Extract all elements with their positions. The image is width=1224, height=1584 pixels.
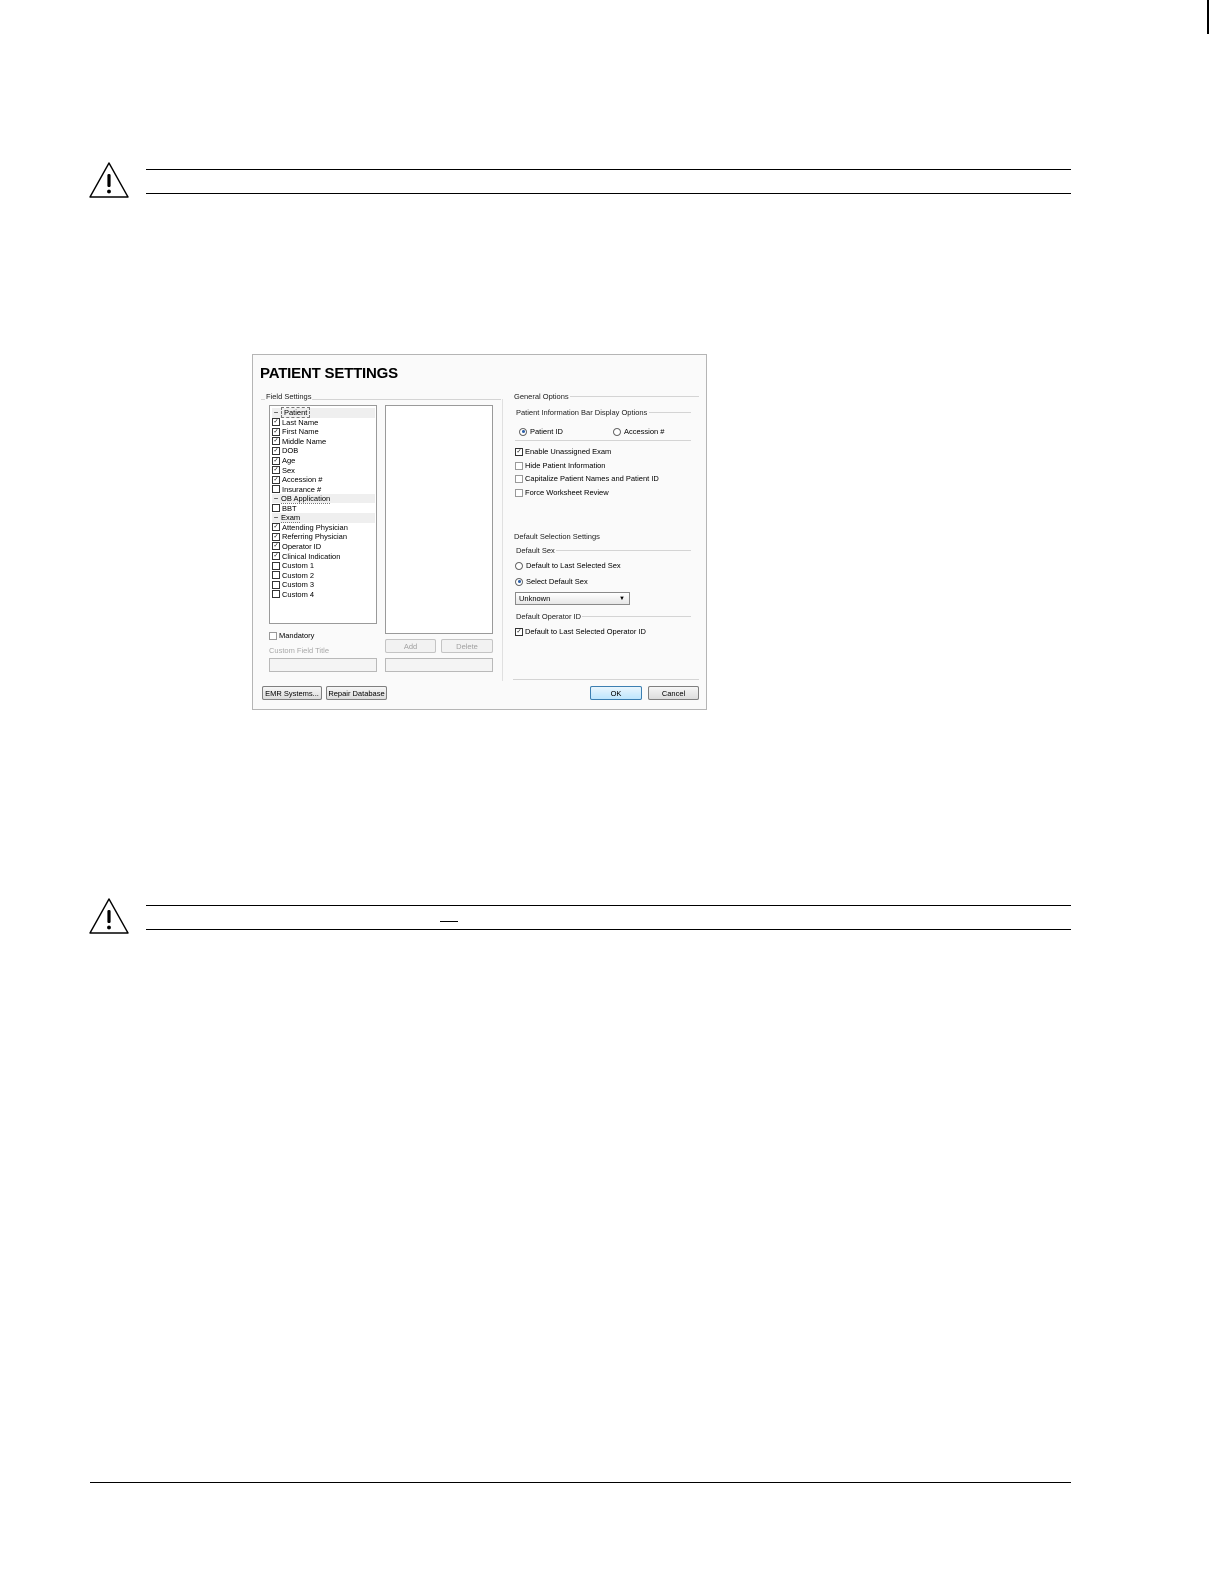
info-bar-bottom-rule bbox=[515, 440, 691, 441]
checkmark-icon[interactable]: ✓ bbox=[273, 476, 279, 483]
checkmark-icon[interactable]: ✓ bbox=[273, 457, 279, 464]
tree-item-label: Custom 1 bbox=[282, 561, 315, 571]
checkmark-icon[interactable]: ✓ bbox=[273, 524, 279, 531]
tree-item[interactable] bbox=[272, 561, 375, 571]
checkmark-icon[interactable]: ✓ bbox=[273, 428, 279, 435]
repair-database-button[interactable]: Repair Database bbox=[326, 686, 387, 700]
warning-dash bbox=[440, 921, 458, 922]
default-sex-label: Default Sex bbox=[516, 546, 555, 555]
field-tree[interactable] bbox=[269, 405, 377, 624]
emr-systems-button[interactable]: EMR Systems... bbox=[262, 686, 322, 700]
tree-item-label: Last Name bbox=[282, 417, 319, 427]
checkmark-icon[interactable]: ✓ bbox=[273, 419, 279, 426]
tree-item-label: Attending Physician bbox=[282, 522, 348, 532]
general-options-label: General Options bbox=[514, 392, 569, 401]
checkbox-icon[interactable] bbox=[272, 504, 280, 512]
warning-top-rule bbox=[146, 905, 1071, 906]
tree-item[interactable] bbox=[272, 580, 375, 590]
dropdown-arrow-icon: ▼ bbox=[619, 596, 625, 602]
checkbox-icon bbox=[515, 462, 523, 470]
last-operator-checkbox[interactable] bbox=[515, 627, 646, 636]
mandatory-checkbox[interactable] bbox=[269, 631, 314, 640]
checkmark-icon[interactable]: ✓ bbox=[273, 533, 279, 540]
tree-item-label: Custom 2 bbox=[282, 570, 315, 580]
radio-selected-icon bbox=[519, 428, 527, 436]
info-bar-rule bbox=[649, 412, 691, 413]
warning-icon bbox=[88, 897, 130, 935]
capitalize-checkbox[interactable] bbox=[515, 474, 659, 483]
checkbox-icon bbox=[269, 632, 277, 640]
patient-settings-dialog bbox=[252, 354, 707, 710]
warning-bottom-rule bbox=[146, 193, 1071, 194]
enable-unassigned-label: Enable Unassigned Exam bbox=[525, 447, 612, 456]
checkbox-icon[interactable] bbox=[272, 581, 280, 589]
tree-item[interactable] bbox=[272, 437, 375, 447]
warning-bottom-rule bbox=[146, 929, 1071, 930]
tree-item[interactable] bbox=[272, 484, 375, 494]
page-footer-rule bbox=[90, 1482, 1071, 1483]
tree-item[interactable] bbox=[272, 475, 375, 485]
tree-item[interactable] bbox=[272, 589, 375, 599]
tree-item-label: Custom 4 bbox=[282, 589, 315, 599]
custom-field-title-input[interactable] bbox=[269, 658, 377, 672]
patient-id-radio[interactable] bbox=[519, 427, 563, 436]
capitalize-label: Capitalize Patient Names and Patient ID bbox=[525, 474, 659, 483]
top-right-rule bbox=[1207, 0, 1209, 34]
tree-item[interactable] bbox=[272, 532, 375, 542]
footer-rule bbox=[513, 679, 699, 680]
tree-item[interactable] bbox=[272, 418, 375, 428]
default-operator-rule bbox=[581, 616, 691, 617]
tree-item[interactable] bbox=[272, 551, 375, 561]
force-worksheet-checkbox[interactable] bbox=[515, 488, 609, 497]
column-separator bbox=[502, 399, 503, 681]
checkbox-icon bbox=[515, 475, 523, 483]
collapse-icon[interactable]: − bbox=[273, 512, 279, 522]
radio-icon bbox=[515, 562, 523, 570]
tree-item[interactable] bbox=[272, 570, 375, 580]
select-default-sex-radio[interactable] bbox=[515, 577, 588, 586]
warning-icon bbox=[88, 161, 130, 199]
cancel-button[interactable]: Cancel bbox=[648, 686, 699, 700]
checkbox-icon bbox=[515, 489, 523, 497]
tree-item-label: DOB bbox=[282, 446, 299, 456]
delete-button[interactable]: Delete bbox=[441, 639, 493, 653]
checkmark-icon[interactable]: ✓ bbox=[273, 543, 279, 550]
ok-button[interactable]: OK bbox=[590, 686, 642, 700]
last-operator-label: Default to Last Selected Operator ID bbox=[525, 627, 646, 636]
checkbox-icon[interactable] bbox=[272, 590, 280, 598]
tree-item[interactable] bbox=[272, 542, 375, 552]
force-worksheet-label: Force Worksheet Review bbox=[525, 488, 609, 497]
checkmark-icon: ✓ bbox=[516, 628, 522, 635]
radio-selected-icon bbox=[515, 578, 523, 586]
select-default-sex-label: Select Default Sex bbox=[526, 577, 588, 586]
tree-item-label: Operator ID bbox=[282, 541, 322, 551]
tree-item[interactable] bbox=[272, 427, 375, 437]
checkmark-icon[interactable]: ✓ bbox=[273, 447, 279, 454]
tree-item-label: Insurance # bbox=[282, 484, 322, 494]
tree-item-label: Referring Physician bbox=[282, 532, 348, 542]
checkmark-icon[interactable]: ✓ bbox=[273, 553, 279, 559]
tree-item-label: Middle Name bbox=[282, 436, 327, 446]
tree-item[interactable] bbox=[272, 446, 375, 456]
warning-top-rule bbox=[146, 169, 1071, 170]
tree-item-label: Exam bbox=[281, 512, 301, 522]
tree-item-label: OB Application bbox=[281, 493, 331, 503]
tree-section[interactable] bbox=[272, 513, 375, 523]
checkbox-icon[interactable] bbox=[272, 562, 280, 570]
tree-item[interactable] bbox=[272, 523, 375, 533]
enable-unassigned-checkbox[interactable] bbox=[515, 447, 611, 456]
collapse-icon[interactable]: − bbox=[273, 493, 279, 503]
radio-icon bbox=[613, 428, 621, 436]
custom-field-title-label: Custom Field Title bbox=[269, 646, 330, 655]
default-sex-value: Unknown bbox=[519, 594, 551, 603]
field-settings-label: Field Settings bbox=[266, 392, 312, 401]
accession-label: Accession # bbox=[624, 427, 665, 436]
tree-item[interactable] bbox=[272, 465, 375, 475]
checkbox-icon[interactable] bbox=[272, 571, 280, 579]
tree-item[interactable] bbox=[272, 456, 375, 466]
default-operator-label: Default Operator ID bbox=[516, 612, 582, 621]
tree-item-label: Custom 3 bbox=[282, 580, 315, 590]
mandatory-label: Mandatory bbox=[279, 631, 315, 640]
last-selected-sex-label: Default to Last Selected Sex bbox=[526, 561, 621, 570]
info-bar-label: Patient Information Bar Display Options bbox=[516, 408, 648, 417]
hide-patient-info-checkbox[interactable] bbox=[515, 461, 605, 470]
tree-item-label: Accession # bbox=[282, 475, 323, 485]
tree-item-label: Clinical Indication bbox=[282, 551, 341, 561]
default-selection-label: Default Selection Settings bbox=[514, 532, 600, 541]
tree-item-label: Patient bbox=[281, 407, 310, 418]
tree-item[interactable] bbox=[272, 504, 375, 514]
tree-item-label: BBT bbox=[282, 503, 297, 513]
tree-item-label: First Name bbox=[282, 427, 319, 437]
tree-section[interactable] bbox=[272, 494, 375, 504]
last-selected-sex-radio[interactable] bbox=[515, 561, 621, 570]
collapse-icon[interactable]: − bbox=[273, 407, 279, 417]
hide-patient-info-label: Hide Patient Information bbox=[525, 461, 606, 470]
checkmark-icon[interactable]: ✓ bbox=[273, 467, 279, 474]
tree-section[interactable] bbox=[272, 408, 375, 418]
default-sex-dropdown[interactable] bbox=[515, 592, 630, 605]
general-options-rule bbox=[569, 396, 699, 397]
dialog-title: PATIENT SETTINGS bbox=[260, 365, 398, 382]
checkmark-icon[interactable]: ✓ bbox=[273, 438, 279, 445]
tree-item-label: Sex bbox=[282, 465, 295, 475]
custom-field-value-input[interactable] bbox=[385, 658, 493, 672]
custom-field-list[interactable] bbox=[385, 405, 493, 634]
patient-id-label: Patient ID bbox=[530, 427, 563, 436]
default-sex-rule bbox=[553, 550, 691, 551]
add-button[interactable]: Add bbox=[385, 639, 436, 653]
checkbox-icon[interactable] bbox=[272, 485, 280, 493]
checkmark-icon: ✓ bbox=[516, 448, 522, 455]
tree-item-label: Age bbox=[282, 456, 296, 465]
accession-radio[interactable] bbox=[613, 427, 664, 436]
